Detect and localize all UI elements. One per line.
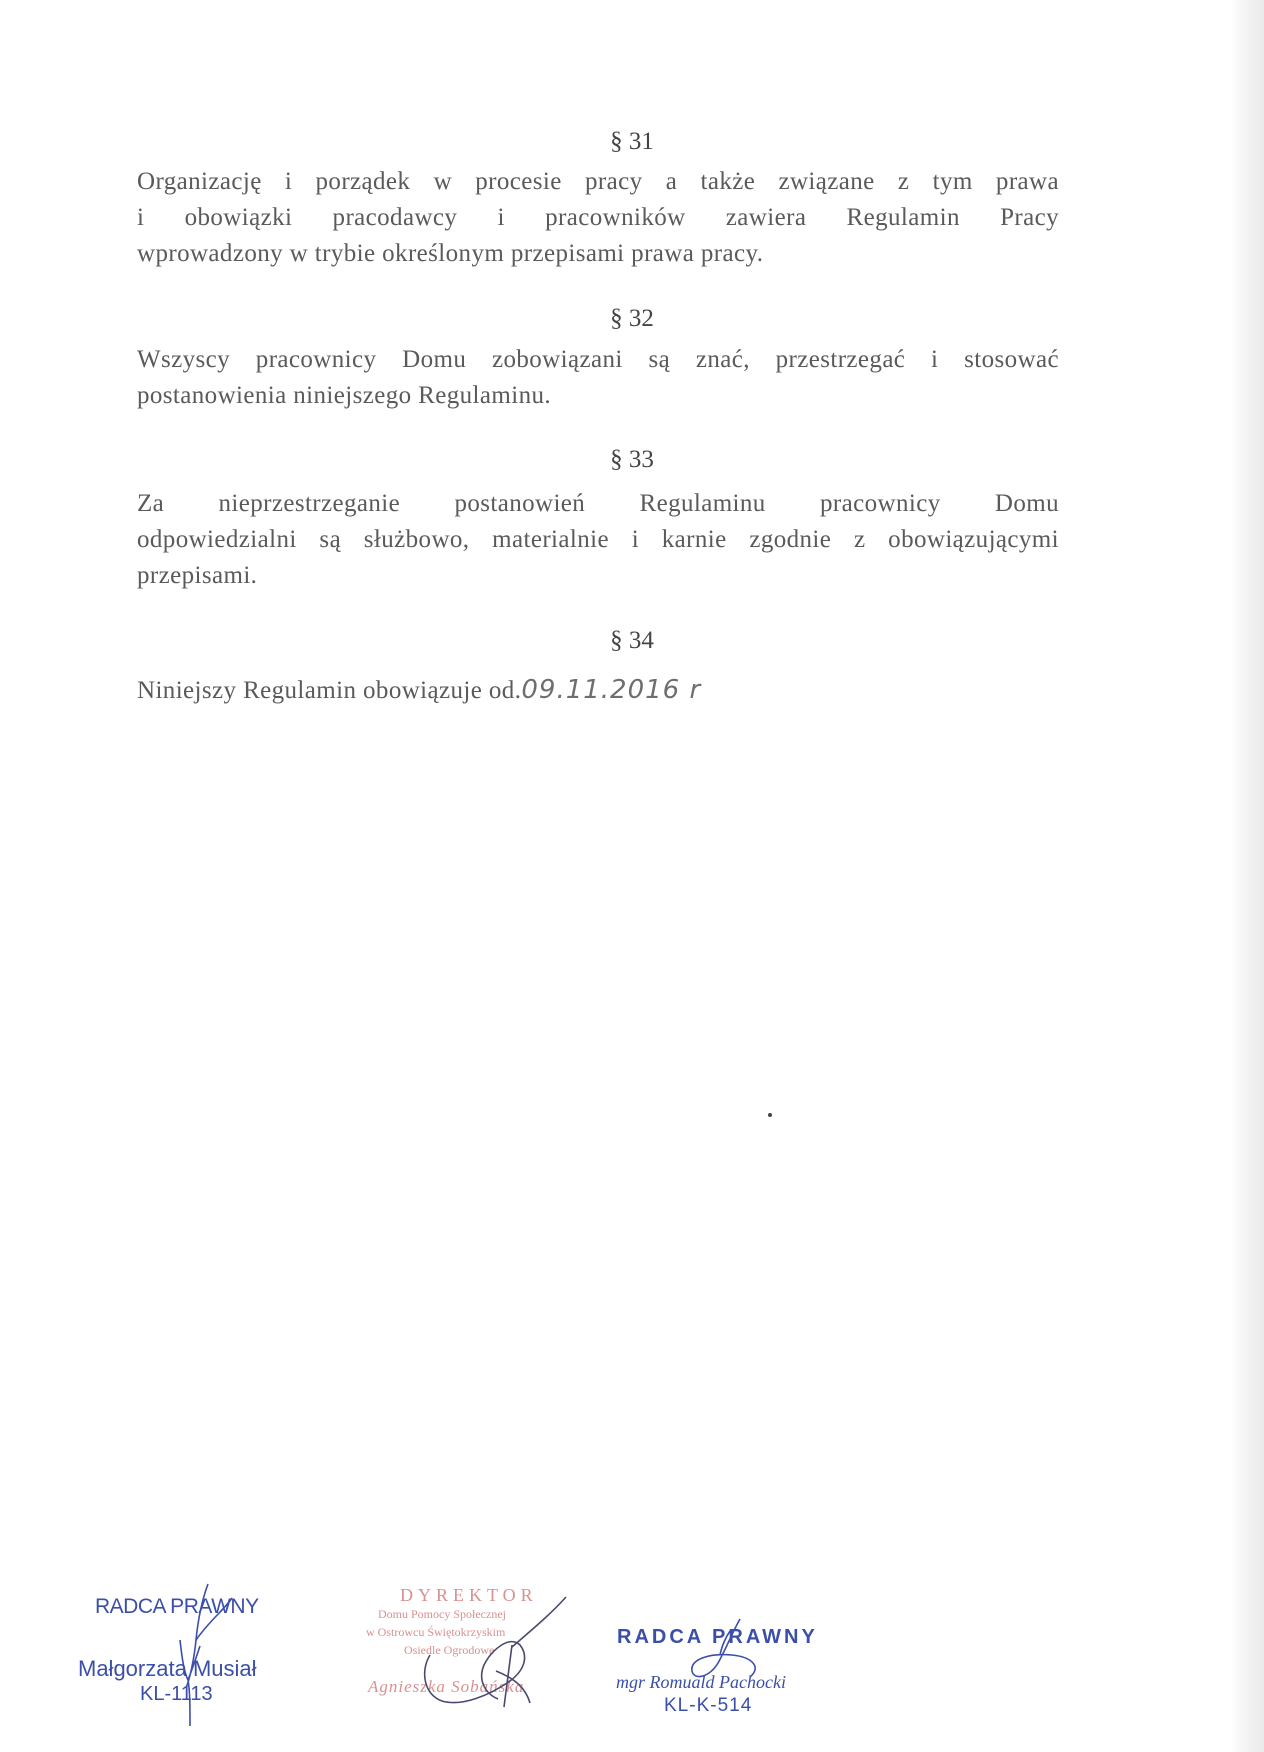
stamp-center-role: DYREKTOR xyxy=(400,1585,538,1605)
stamp-center-line1: Domu Pomocy Społecznej xyxy=(378,1607,506,1621)
section-34-title: § 34 xyxy=(610,627,654,654)
stamp-right-name: mgr Romuald Pachocki xyxy=(616,1672,786,1692)
stamp-left-number: KL-1113 xyxy=(140,1683,213,1705)
section-31-line-3: wprowadzony w trybie określonym przepisami prawa pracy. xyxy=(137,240,764,267)
stamp-center-name: Agnieszka Sobańska xyxy=(368,1677,525,1696)
section-34-paragraph xyxy=(137,672,1059,709)
section-31-line-2: i obowiązki pracodawcy i pracowników zawiera Regulamin Pracy xyxy=(137,204,1059,231)
section-31-line-1: Organizację i porządek w procesie pracy a także związane z tym prawa xyxy=(137,168,1059,195)
section-32-title: § 32 xyxy=(610,305,654,332)
section-33-paragraph xyxy=(137,486,1059,594)
section-33-line-2: odpowiedzialni są służbowo, materialnie i karnie zgodnie z obowiązującymi xyxy=(137,526,1059,553)
scan-edge-shadow xyxy=(1230,0,1264,1752)
section-32-paragraph xyxy=(137,342,1059,414)
section-32-line-2: postanowienia niniejszego Regulaminu. xyxy=(137,382,552,409)
section-33-line-1: Za nieprzestrzeganie postanowień Regulaminu pracownicy Domu xyxy=(137,490,1059,517)
section-33-line-3: przepisami. xyxy=(137,562,258,589)
section-31-title: § 31 xyxy=(610,128,654,155)
stamp-left-name: Małgorzata Musiał xyxy=(78,1656,257,1681)
section-34-text: Niniejszy Regulamin obowiązuje od. xyxy=(137,677,522,704)
stamp-right-number: KL-K-514 xyxy=(664,1695,753,1716)
handwritten-date: 09.11.2016 r xyxy=(521,675,702,705)
stamp-center-line3: Osiedle Ogrodowe xyxy=(404,1643,495,1657)
stamp-center-line2: w Ostrowcu Świętokrzyskim xyxy=(366,1625,506,1639)
section-32-line-1: Wszyscy pracownicy Domu zobowiązani są znać, przestrzegać i stosować xyxy=(137,346,1059,373)
section-31-paragraph xyxy=(137,164,1059,272)
speck xyxy=(768,1113,772,1117)
stamp-left-role: RADCA PRAWNY xyxy=(95,1595,259,1618)
stamp-right-role: RADCA PRAWNY xyxy=(617,1626,818,1648)
section-33-title: § 33 xyxy=(610,446,654,473)
